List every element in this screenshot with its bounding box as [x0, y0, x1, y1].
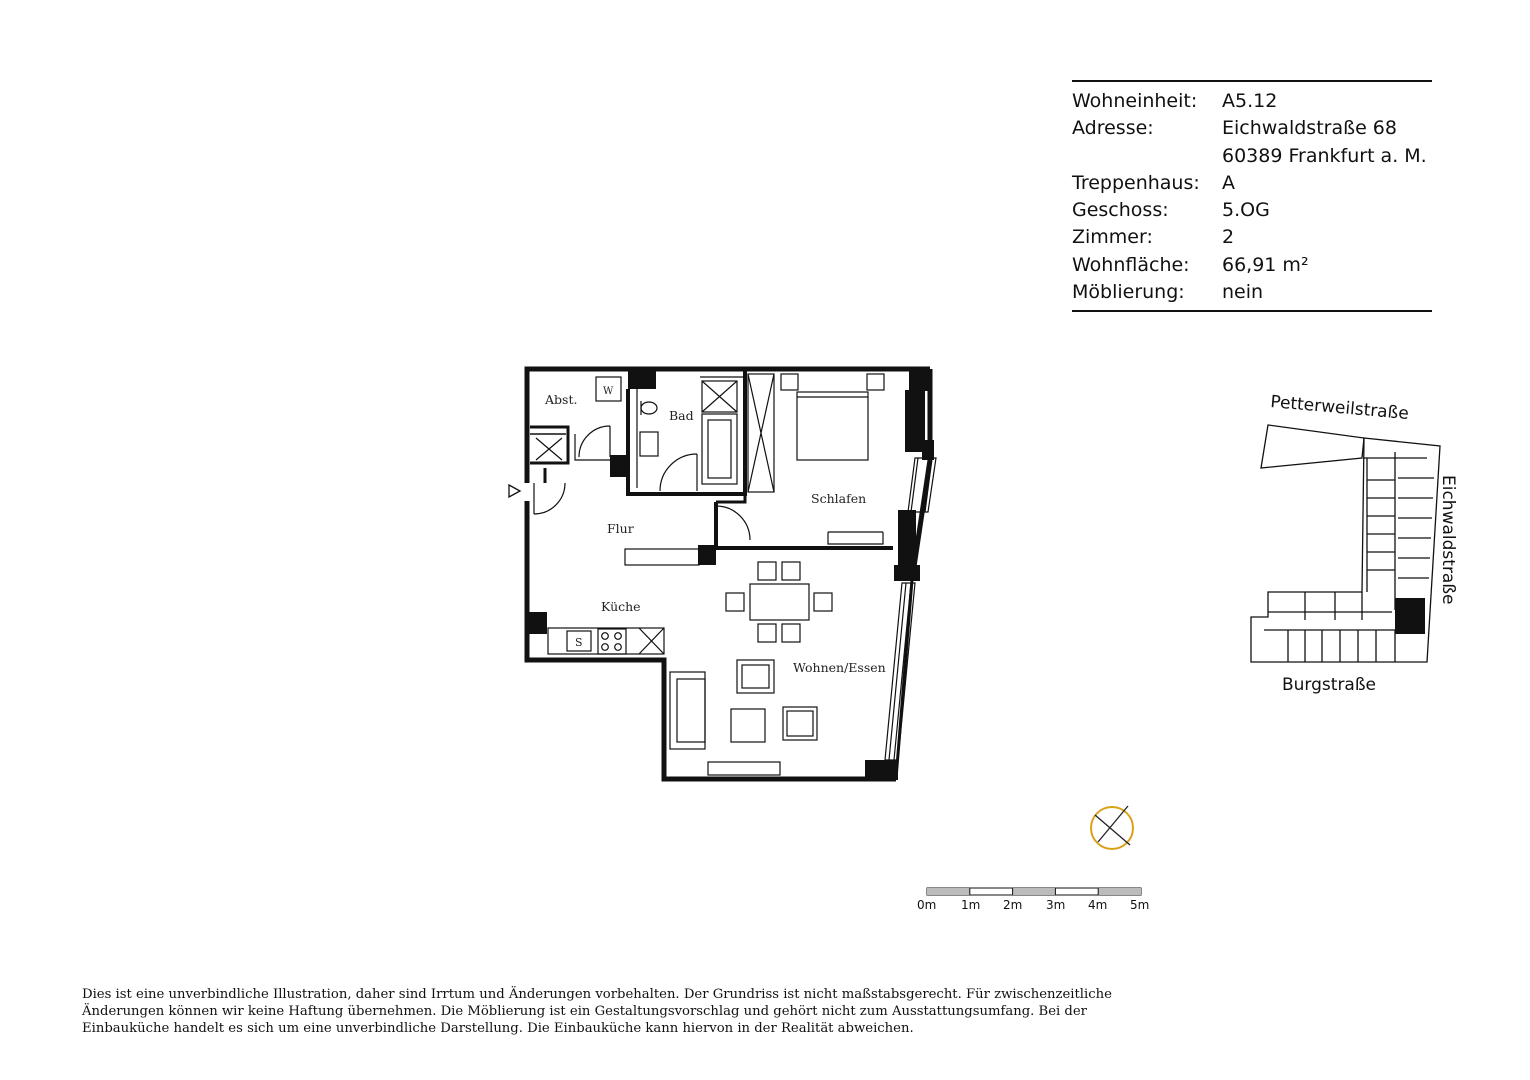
storage-door-swing	[579, 426, 610, 457]
info-value: Eichwaldstraße 68 60389 Frankfurt a. M.	[1222, 117, 1427, 167]
info-value: A	[1222, 171, 1235, 194]
washbasin-icon	[640, 432, 658, 456]
room-label-bad: Bad	[669, 408, 694, 423]
toilet-icon	[641, 402, 657, 414]
scale-label: 0m	[917, 898, 937, 912]
street-label-north: Petterweilstraße	[1269, 392, 1410, 425]
info-label: Treppenhaus:	[1072, 171, 1200, 194]
street-label-east: Eichwaldstraße	[1438, 475, 1458, 605]
scale-label: 2m	[1003, 898, 1023, 912]
info-value: 5.OG	[1222, 199, 1270, 222]
room-label-schlafen: Schlafen	[811, 491, 867, 506]
info-label: Wohnfläche:	[1072, 253, 1190, 276]
scale-label: 5m	[1130, 898, 1150, 912]
sink-label: S	[575, 636, 583, 649]
armchair	[783, 707, 817, 740]
info-label: Geschoss:	[1072, 199, 1169, 222]
stove-icon	[598, 629, 626, 654]
info-value: 2	[1222, 226, 1235, 249]
scale-label: 3m	[1046, 898, 1066, 912]
bedroom-furniture	[748, 374, 884, 544]
info-label: Zimmer:	[1072, 226, 1153, 249]
washer-label: W	[603, 386, 614, 397]
partition-lines	[575, 377, 745, 488]
bathroom-fixtures	[640, 381, 737, 484]
disclaimer-text: Dies ist eine unverbindliche Illustration, daher sind Irrtum und Änderungen vorbehalten. Der Grundriss ist nicht maßstabsgerecht. Für zwischenzeitliche Änderungen können wir keine Haftung übernehmen. Die Möblierung ist ein Gestaltungsvorschlag und gehört nicht zum Ausstattungsumfang. Bei der Einbauküche handelt es sich um eine unverbindliche Darstellung. Die Einbauküche kann hiervon in der Realität abweichen.	[82, 987, 1112, 1037]
bed	[797, 392, 868, 460]
coffee-table	[731, 709, 765, 742]
room-label-flur: Flur	[607, 521, 634, 536]
compass-icon	[1091, 806, 1133, 849]
bath-door-swing	[660, 454, 697, 491]
hallway-shelf	[625, 549, 699, 565]
entry-door-swing	[534, 483, 565, 514]
scale-bar	[917, 888, 1149, 912]
dining-table	[750, 584, 809, 620]
info-value: nein	[1222, 281, 1264, 304]
unit-location-marker	[1395, 598, 1425, 634]
info-label: Wohneinheit:	[1072, 90, 1198, 112]
outer-walls	[527, 369, 930, 779]
sofa	[670, 672, 705, 749]
site-plan	[1251, 392, 1458, 695]
info-value: 66,91 m²	[1222, 253, 1309, 276]
building-north-wing	[1261, 425, 1364, 468]
entrance-arrow-icon	[509, 485, 520, 497]
room-label-wohnen: Wohnen/Essen	[793, 660, 886, 675]
scale-label: 1m	[961, 898, 981, 912]
sideboard	[708, 762, 780, 775]
bedroom-door-swing	[716, 506, 750, 540]
info-label: Adresse:	[1072, 117, 1154, 140]
scale-label: 4m	[1088, 898, 1108, 912]
info-label: Möblierung:	[1072, 281, 1185, 304]
floor-plan	[509, 369, 936, 780]
info-value: A5.12	[1222, 90, 1278, 112]
interior-walls	[530, 369, 893, 548]
room-label-kueche: Küche	[601, 599, 641, 614]
room-label-abst: Abst.	[545, 392, 578, 407]
street-label-south: Burgstraße	[1282, 675, 1377, 695]
